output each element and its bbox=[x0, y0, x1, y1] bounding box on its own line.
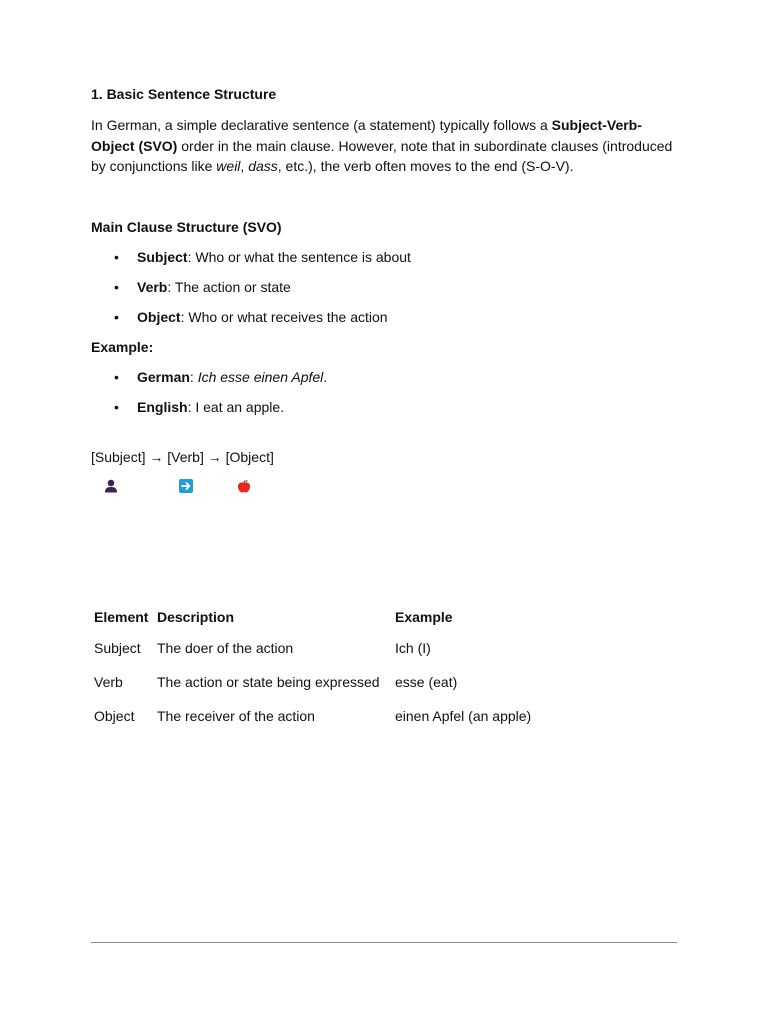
list-item-term: Verb bbox=[137, 278, 168, 295]
example-german-sep: : bbox=[189, 368, 198, 385]
svo-formula: [Subject] → [Verb] → [Object] bbox=[91, 448, 274, 465]
table-row bbox=[91, 699, 598, 733]
right-arrow-icon bbox=[179, 479, 193, 493]
list-item-desc: : The action or state bbox=[167, 278, 291, 295]
list-item-desc: : Who or what the sentence is about bbox=[187, 248, 411, 265]
list-item-term: Subject bbox=[137, 248, 188, 265]
intro-sep: , bbox=[240, 158, 249, 174]
intro-svo-bold: Subject-Verb-Object (SVO) bbox=[91, 117, 642, 154]
list-item bbox=[91, 307, 676, 327]
table-cell: The receiver of the action bbox=[157, 708, 315, 724]
intro-text-2: order in the main clause. However, note that in subordinate clauses (introduced by conjunctions like bbox=[91, 137, 673, 174]
list-item bbox=[91, 397, 676, 417]
table-cell: Ich (I) bbox=[395, 640, 431, 656]
example-english-term: English bbox=[137, 398, 188, 415]
intro-dass-italic: dass bbox=[248, 158, 278, 174]
table-cell: The doer of the action bbox=[157, 640, 294, 656]
section-heading: 1. Basic Sentence Structure bbox=[91, 86, 277, 102]
intro-weil-italic: weil bbox=[216, 158, 241, 174]
svo-icons-row bbox=[91, 473, 676, 503]
table-row bbox=[91, 631, 598, 665]
example-list bbox=[91, 367, 676, 417]
intro-text-3: , etc.), the verb often moves to the end (S-O-V). bbox=[277, 158, 574, 174]
table-header-row bbox=[91, 603, 598, 631]
table-cell: Subject bbox=[94, 640, 141, 656]
table-cell: Verb bbox=[94, 674, 123, 690]
table-header-cell: Element bbox=[94, 609, 149, 625]
list-item bbox=[91, 277, 676, 297]
table-cell: einen Apfel (an apple) bbox=[395, 708, 532, 724]
table-row bbox=[91, 665, 598, 699]
example-heading: Example: bbox=[91, 338, 154, 355]
example-german-text: Ich esse einen Apfel bbox=[197, 368, 324, 385]
example-german-term: German bbox=[137, 368, 190, 385]
table-cell: Object bbox=[94, 708, 135, 724]
example-german-end: . bbox=[323, 368, 328, 385]
table-cell: esse (eat) bbox=[395, 674, 458, 690]
intro-paragraph bbox=[91, 115, 676, 177]
intro-text-1: In German, a simple declarative sentence (a statement) typically follows a bbox=[91, 117, 552, 133]
footer-divider bbox=[91, 942, 677, 943]
list-item-term: Object bbox=[137, 308, 181, 325]
table-header-cell: Example bbox=[395, 609, 453, 625]
list-item bbox=[91, 247, 676, 267]
example-english-text: : I eat an apple. bbox=[187, 398, 285, 415]
list-item bbox=[91, 367, 676, 387]
table-cell: The action or state being expressed bbox=[157, 674, 380, 690]
table-header-cell: Description bbox=[157, 609, 235, 625]
apple-icon bbox=[237, 479, 251, 493]
svo-table bbox=[91, 603, 598, 733]
person-icon bbox=[104, 479, 118, 493]
main-clause-list bbox=[91, 247, 676, 327]
main-clause-heading: Main Clause Structure (SVO) bbox=[91, 218, 282, 235]
list-item-desc: : Who or what receives the action bbox=[180, 308, 388, 325]
document-body bbox=[91, 84, 676, 503]
